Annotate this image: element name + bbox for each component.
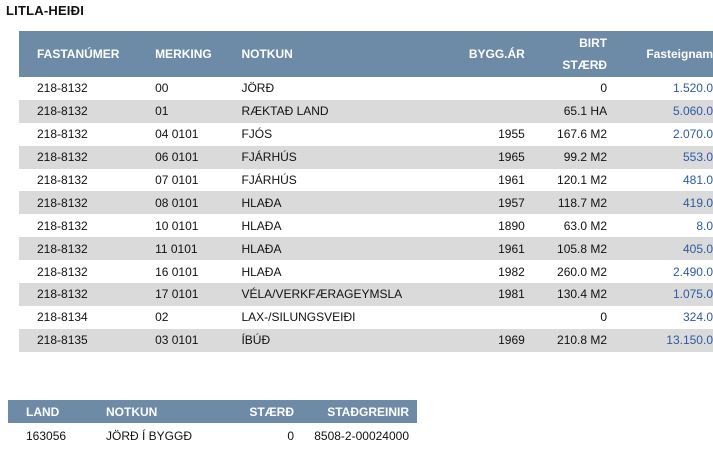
cell-staerd: 210.8 M2 (525, 329, 607, 352)
land-header-stadgreinir: STAÐGREINIR (294, 400, 417, 423)
cell-mat: 13.150.0 (607, 329, 713, 352)
cell-merking: 02 (155, 310, 169, 325)
cell-staerd: 99.2 M2 (525, 146, 607, 169)
cell-notkun: RÆKTAÐ LAND (241, 100, 444, 123)
land-header-notkun: NOTKUN (106, 400, 228, 423)
cell-staerd: 0 (600, 310, 608, 325)
cell-fastanumer: 218-8135 (19, 329, 155, 352)
cell-notkun: FJÓS (241, 127, 273, 142)
cell-merking: 08 0101 (155, 191, 241, 214)
cell-byggar: 1890 (498, 218, 525, 233)
cell-fastanumer: 218-8132 (19, 237, 155, 260)
land-cell-notkun: JÖRÐ Í BYGGÐ (106, 429, 193, 443)
land-header-land: LAND (8, 400, 106, 423)
cell-merking: 16 0101 (155, 264, 199, 279)
table-row (19, 329, 713, 352)
cell-fastanumer: 218-8132 (37, 127, 88, 142)
header-byggar: BYGG.ÁR (444, 31, 525, 77)
cell-merking: 11 0101 (155, 237, 241, 260)
page-title: LITLA-HEIÐI (6, 3, 85, 18)
cell-staerd: 130.4 M2 (525, 283, 607, 306)
cell-notkun: HLAÐA (241, 191, 444, 214)
land-cell-staerd: 0 (287, 429, 294, 443)
cell-fastanumer: 218-8132 (19, 146, 155, 169)
cell-fastanumer: 218-8132 (19, 100, 155, 123)
cell-mat: 553.0 (607, 146, 713, 169)
table-row (19, 214, 713, 237)
cell-mat: 2.070.0 (672, 127, 713, 142)
land-row (8, 423, 417, 449)
cell-merking: 04 0101 (155, 127, 199, 142)
cell-merking: 03 0101 (155, 329, 241, 352)
cell-notkun: ÍBÚÐ (241, 329, 444, 352)
cell-fastanumer: 218-8132 (37, 264, 88, 279)
cell-merking: 01 (155, 100, 241, 123)
cell-merking: 17 0101 (155, 283, 241, 306)
cell-merking: 00 (155, 81, 169, 96)
land-cell-land: 163056 (26, 429, 67, 443)
header-merking: MERKING (155, 31, 241, 77)
cell-byggar: 1981 (444, 283, 525, 306)
table-row (19, 146, 713, 169)
cell-fastanumer: 218-8132 (37, 81, 88, 96)
cell-fastanumer: 218-8132 (37, 218, 88, 233)
cell-fastanumer: 218-8132 (37, 173, 88, 187)
header-staerd (525, 31, 607, 77)
cell-mat: 1.075.0 (607, 283, 713, 306)
property-table (19, 31, 713, 352)
cell-mat: 8.0 (696, 218, 713, 233)
table-row (19, 283, 713, 306)
cell-mat: 419.0 (607, 191, 713, 214)
land-header-row (8, 400, 417, 423)
header-fastanumer: FASTANÚMER (19, 31, 155, 77)
cell-staerd: 167.6 M2 (557, 127, 608, 142)
table-row (19, 169, 713, 192)
table-row (19, 191, 713, 214)
cell-byggar: 1957 (444, 191, 525, 214)
land-table (8, 400, 417, 449)
cell-byggar: 1965 (444, 146, 525, 169)
cell-byggar (444, 77, 525, 100)
table-row (19, 260, 713, 283)
cell-byggar (444, 100, 525, 123)
cell-byggar (444, 306, 525, 329)
cell-mat: 324.0 (682, 310, 713, 325)
cell-notkun: HLAÐA (241, 218, 282, 233)
cell-mat: 1.520.0 (672, 81, 713, 96)
cell-staerd: 118.7 M2 (525, 191, 607, 214)
cell-fastanumer: 218-8134 (37, 310, 88, 325)
land-header-staerd: STÆRÐ (228, 400, 294, 423)
cell-fastanumer: 218-8132 (19, 283, 155, 306)
cell-byggar: 1955 (498, 127, 525, 142)
cell-notkun: LAX-/SILUNGSVEIÐI (241, 310, 356, 325)
table-row (19, 77, 713, 100)
table-row (19, 123, 713, 146)
cell-byggar: 1969 (444, 329, 525, 352)
cell-merking: 06 0101 (155, 146, 241, 169)
table-row (19, 237, 713, 260)
cell-notkun: VÉLA/VERKFÆRAGEYMSLA (241, 283, 444, 306)
table-header-row (19, 31, 713, 77)
cell-byggar: 1961 (498, 173, 525, 187)
cell-staerd: 120.1 M2 (557, 173, 608, 187)
header-notkun: NOTKUN (241, 31, 444, 77)
cell-notkun: JÖRÐ (241, 81, 275, 96)
cell-notkun: FJÁRHÚS (241, 146, 444, 169)
cell-notkun: FJÁRHÚS (241, 173, 297, 187)
header-staerd-label: STÆRÐ (562, 58, 608, 72)
cell-staerd: 260.0 M2 (557, 264, 608, 279)
cell-merking: 07 0101 (155, 173, 199, 187)
cell-staerd: 0 (600, 81, 608, 96)
cell-notkun: HLAÐA (241, 264, 282, 279)
cell-notkun: HLAÐA (241, 237, 444, 260)
land-cell-stadgreinir: 8508-2-00024000 (314, 429, 409, 443)
cell-byggar: 1961 (444, 237, 525, 260)
cell-mat: 5.060.0 (607, 100, 713, 123)
cell-staerd: 105.8 M2 (525, 237, 607, 260)
cell-fastanumer: 218-8132 (19, 191, 155, 214)
cell-byggar: 1982 (498, 264, 525, 279)
header-fasteignamat: Fasteignam (607, 31, 713, 77)
table-row (19, 306, 713, 329)
header-birt: BIRT (579, 36, 608, 50)
table-row (19, 100, 713, 123)
cell-mat: 481.0 (682, 173, 713, 187)
cell-mat: 405.0 (607, 237, 713, 260)
cell-mat: 2.490.0 (672, 264, 713, 279)
cell-staerd: 63.0 M2 (563, 218, 608, 233)
cell-merking: 10 0101 (155, 218, 199, 233)
cell-staerd: 65.1 HA (525, 100, 607, 123)
